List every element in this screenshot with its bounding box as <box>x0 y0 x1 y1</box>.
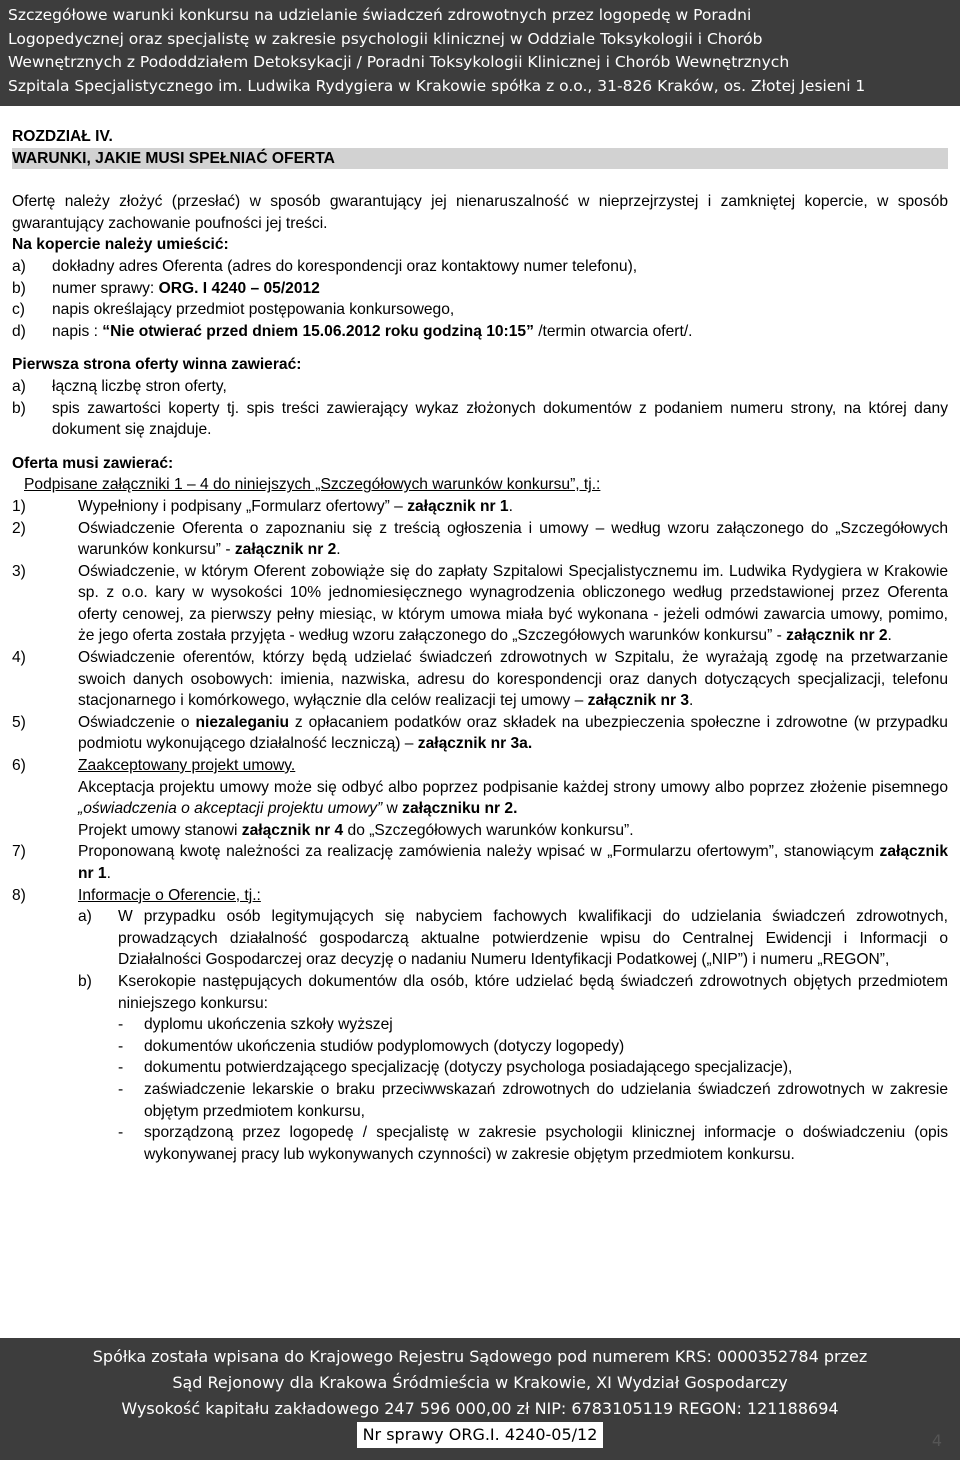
first-page-item-b: b) spis zawartości koperty tj. spis treści zawierający wykaz złożonych dokumentów z podaniem numeru strony, na której dany dokument się znajduje. <box>12 399 948 439</box>
offer-subheading: Podpisane załączniki 1 – 4 do niniejszych „Szczegółowych warunków konkursu”, tj.: <box>24 476 601 494</box>
list-item: - sporządzoną przez logopedę / specjalistę w zakresie psychologii klinicznej informacje o doświadczeniu (opis wykonywanej pracy lub wykonywanych czynności) w zakresie objętym przedmiotem konkursu. <box>118 1124 948 1163</box>
header-line-4: Szpitala Specjalistycznego im. Ludwika Rydygiera w Krakowie spółka z o.o., 31-826 Kraków, os. Złotej Jesieni 1 <box>8 76 866 95</box>
first-page-item-a: a) łączną liczbę stron oferty, <box>12 377 227 395</box>
document-body <box>12 126 948 1165</box>
case-number: Nr sprawy ORG.I. 4240-05/12 <box>357 1422 604 1448</box>
offer-item-6-project: Projekt umowy stanowi załącznik nr 4 do „Szczegółowych warunków konkursu”. <box>78 821 634 839</box>
page-header <box>0 0 960 106</box>
header-line-1: Szczegółowe warunki konkursu na udzielanie świadczeń zdrowotnych przez logopedę w Poradni <box>8 6 752 24</box>
header-line-2: Logopedycznej oraz specjalistę w zakresie psychologii klinicznej w Oddziale Toksykologii i Chorób <box>8 29 763 48</box>
offer-item-1: 1) Wypełniony i podpisany „Formularz ofertowy” – załącznik nr 1. <box>12 497 513 515</box>
footer-line-3: Wysokość kapitału zakładowego 247 596 000,00 zł NIP: 6783105119 REGON: 121188694 <box>121 1399 839 1418</box>
offer-heading: Oferta musi zawierać: <box>12 454 174 472</box>
offer-item-4: 4) Oświadczenie oferentów, którzy będą udzielać świadczeń zdrowotnych w Szpitalu, że wyrażają zgodę na przetwarzanie swoich danych osobowych: imienia, nazwiska, adresu do korespondencji oraz danych dotyczących specjalizacji, telefonu stacjonarnego i komórkowego, wyłącznie dla celów realizacji tej umowy – załącznik nr 3. <box>12 649 948 710</box>
footer-line-2: Sąd Rejonowy dla Krakowa Śródmieścia w Krakowie, XI Wydział Gospodarczy <box>172 1373 788 1392</box>
list-item: - dokumentów ukończenia studiów podyplomowych (dotyczy logopedy) <box>118 1037 625 1055</box>
header-line-3: Wewnętrznych z Pododdziałem Detoksykacji / Poradni Toksykologii Klinicznej i Chorób Wewnętrznych <box>8 53 790 71</box>
envelope-item-c: c) napis określający przedmiot postępowania konkursowego, <box>12 301 455 319</box>
offer-item-6-acceptance: Akceptacja projektu umowy może się odbyć albo poprzez podpisanie każdej strony umowy albo poprzez złożenie pisemnego „oświadczenia o akceptacji projektu umowy” w załączniku nr 2. <box>78 778 948 818</box>
offer-item-2: 2) Oświadczenie Oferenta o zapoznaniu się z treścią ogłoszenia i umowy – według wzoru załączonego do „Szczegółowych warunków konkursu” - załącznik nr 2. <box>12 519 948 559</box>
list-item: - zaświadczenie lekarskie o braku przeciwwskazań zdrowotnych do udzielania świadczeń zdrowotnych w zakresie objętym przedmiotem konkursu, <box>118 1080 948 1120</box>
section-title: WARUNKI, JAKIE MUSI SPEŁNIAĆ OFERTA <box>12 148 948 170</box>
document-copies-list <box>12 1014 948 1165</box>
envelope-heading: Na kopercie należy umieścić: <box>12 236 229 254</box>
first-page-heading: Pierwsza strona oferty winna zawierać: <box>12 356 302 374</box>
offer-item-7: 7) Proponowaną kwotę należności za realizację zamówienia należy wpisać w „Formularzu ofertowym”, stanowiącym załącznik nr 1. <box>12 843 948 882</box>
offer-item-8: 8) Informacje o Oferencie, tj.: <box>12 886 261 904</box>
page-number: 4 <box>931 1431 942 1450</box>
list-item: - dyplomu ukończenia szkoły wyższej <box>118 1016 393 1034</box>
envelope-item-a: a) dokładny adres Oferenta (adres do korespondencji oraz kontaktowy numer telefonu), <box>12 257 638 275</box>
chapter-label: ROZDZIAŁ IV. <box>12 128 113 145</box>
footer-line-1: Spółka została wpisana do Krajowego Rejestru Sądowego pod numerem KRS: 0000352784 przez <box>92 1347 868 1366</box>
page-footer <box>0 1338 960 1460</box>
offer-item-5: 5) Oświadczenie o niezaleganiu z opłacaniem podatków oraz składek na ubezpieczenia społeczne i zdrowotne (w przypadku podmiotu wykonującego działalność leczniczą) – załącznik nr 3a. <box>12 713 948 753</box>
offer-item-3: 3) Oświadczenie, w którym Oferent zobowiąże się do zapłaty Szpitalowi Specjalistycznemu im. Ludwika Rydygiera w Krakowie sp. z o.o. kary w wysokości 10% jednomiesięcznego wynagrodzenia obliczonego według przedstawionej przez Oferenta oferty cenowej, za pierwszy pełny miesiąc, w którym umowa miała być wykonana - jeżeli odmówi zawarcia umowy, pomimo, że jego oferta została przyjęta - według wzoru załączonego do „Szczegółowych warunków konkursu” - załącznik nr 2. <box>12 562 948 645</box>
offer-item-8a: a) W przypadku osób legitymujących się nabyciem fachowych kwalifikacji do udzielania świadczeń zdrowotnych, prowadzących działalność gospodarczą aktualne potwierdzenie wpisu do Centralnej Ewidencji i Informacji o Działalności Gospodarczej oraz decyzję o nadaniu Numeru Identyfikacji Podatkowej („NIP”) i numeru „REGON”, <box>78 908 948 969</box>
offer-item-6: 6) Zaakceptowany projekt umowy. <box>12 757 296 775</box>
envelope-item-b: b) numer sprawy: ORG. I 4240 – 05/2012 <box>12 279 320 297</box>
intro-paragraph: Ofertę należy złożyć (przesłać) w sposób gwarantujący jej nienaruszalność w nieprzejrzystej i zamkniętej kopercie, w sposób gwarantujący zachowanie poufności jej treści. <box>12 193 948 232</box>
envelope-item-d: d) napis : “Nie otwierać przed dniem 15.06.2012 roku godziną 10:15” /termin otwarcia ofert/. <box>12 322 693 340</box>
list-item: - dokumentu potwierdzającego specjalizację (dotyczy psychologa posiadającego specjalizacje), <box>118 1059 793 1077</box>
offer-item-8b: b) Kserokopie następujących dokumentów dla osób, które udzielać będą świadczeń zdrowotnych objętych przedmiotem niniejszego konkursu: <box>78 972 948 1012</box>
